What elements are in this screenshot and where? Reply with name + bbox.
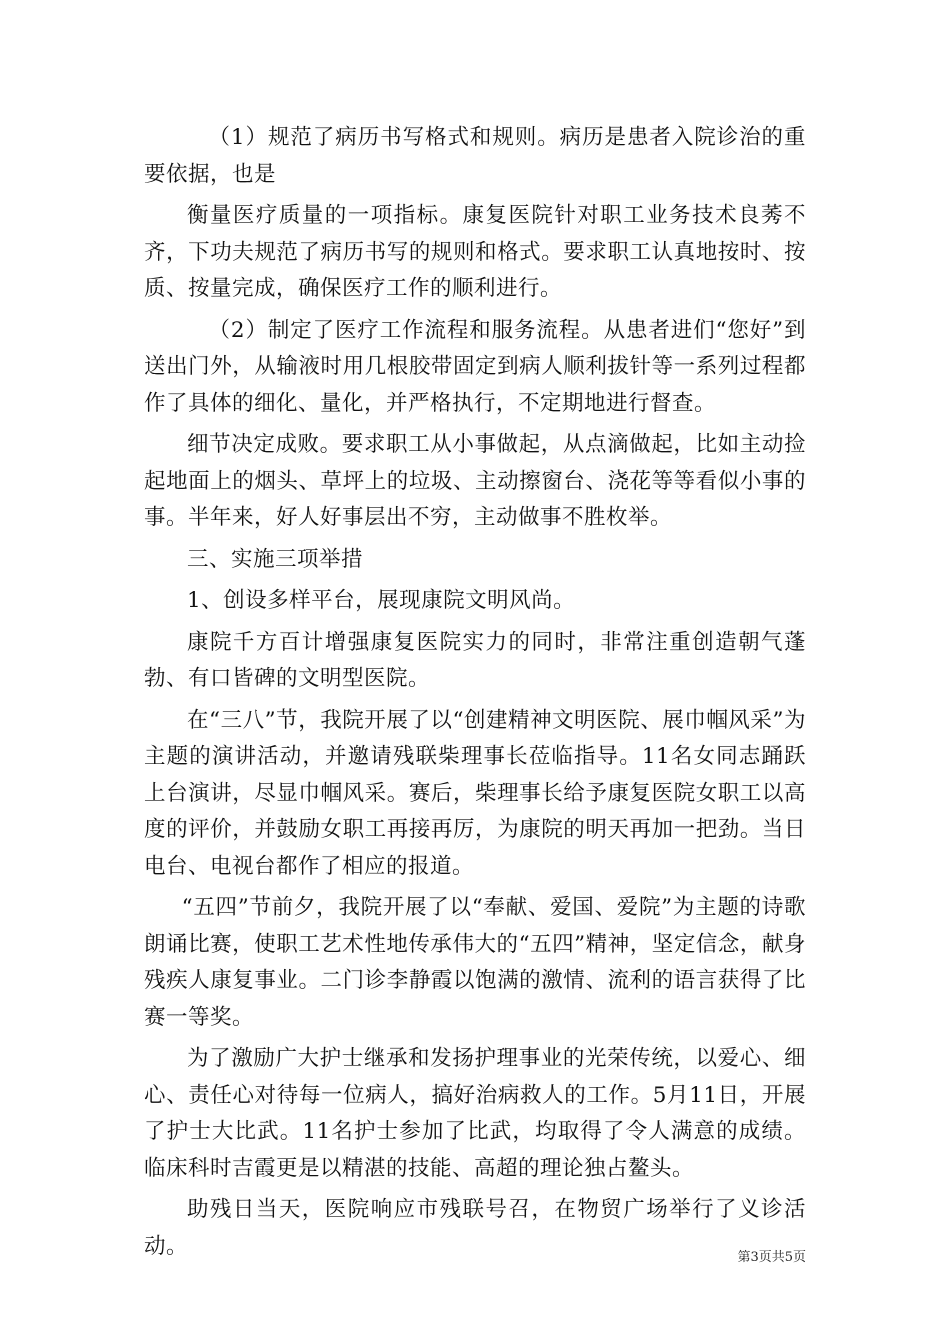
subheading-platforms: 1、创设多样平台，展现康院文明风尚。: [187, 588, 576, 613]
section-heading-three-measures: 三、实施三项举措: [187, 546, 364, 572]
paragraph-quality-indicator: 衡量医疗质量的一项指标。康复医院针对职工业务技术良莠不齐，下功夫规范了病历书写的规则和格式。要求职工认真地按时、按质、按量完成，确保医疗工作的顺利进行。: [144, 203, 806, 301]
paragraph-civilized-hospital: 康院千方百计增强康复医院实力的同时，非常注重创造朝气蓬勃、有口皆碑的文明型医院。: [144, 629, 806, 691]
paragraph-details: 细节决定成败。要求职工从小事做起，从点滴做起，比如主动捡起地面上的烟头、草坪上的垃圾、主动擦窗台、浇花等等看似小事的事。半年来，好人好事层出不穷，主动做事不胜枚举。: [144, 432, 806, 530]
document-body: [144, 120, 806, 1265]
paragraph-disability-day: 助残日当天，医院响应市残联号召，在物贸广场举行了义诊活动。: [144, 1197, 806, 1259]
page-number-footer: 第3页共5页: [737, 1250, 806, 1265]
paragraph-youth-day: “五四”节前夕，我院开展了以“奉献、爱国、爱院”为主题的诗歌朗诵比赛，使职工艺术性地传承伟大的“五四”精神，坚定信念，献身残疾人康复事业。二门诊李静霞以饱满的激情、流利的语言获得了比赛一等奖。: [144, 895, 806, 1030]
paragraph-workflow: （2）制定了医疗工作流程和服务流程。从患者进们“您好”到送出门外，从输液时用几根胶带固定到病人顺利拔针等一系列过程都作了具体的细化、量化，并严格执行，不定期地进行督查。: [144, 317, 806, 416]
paragraph-womens-day: 在“三八”节，我院开展了以“创建精神文明医院、展巾帼风采”为主题的演讲活动，并邀请残联柴理事长莅临指导。11名女同志踊跃上台演讲，尽显巾帼风采。赛后，柴理事长给予康复医院女职工以高度的评价，并鼓励女职工再接再厉，为康院的明天再加一把劲。当日电台、电视台都作了相应的报道。: [144, 707, 806, 879]
paragraph-nurse-competition: 为了激励广大护士继承和发扬护理事业的光荣传统，以爱心、细心、责任心对待每一位病人，搞好治病救人的工作。5月11日，开展了护士大比武。11名护士参加了比武，均取得了令人满意的成绩。临床科时吉霞更是以精湛的技能、高超的理论独占鳌头。: [144, 1046, 806, 1181]
paragraph-medical-records: （1）规范了病历书写格式和规则。病历是患者入院诊治的重要依据，也是: [144, 125, 806, 187]
